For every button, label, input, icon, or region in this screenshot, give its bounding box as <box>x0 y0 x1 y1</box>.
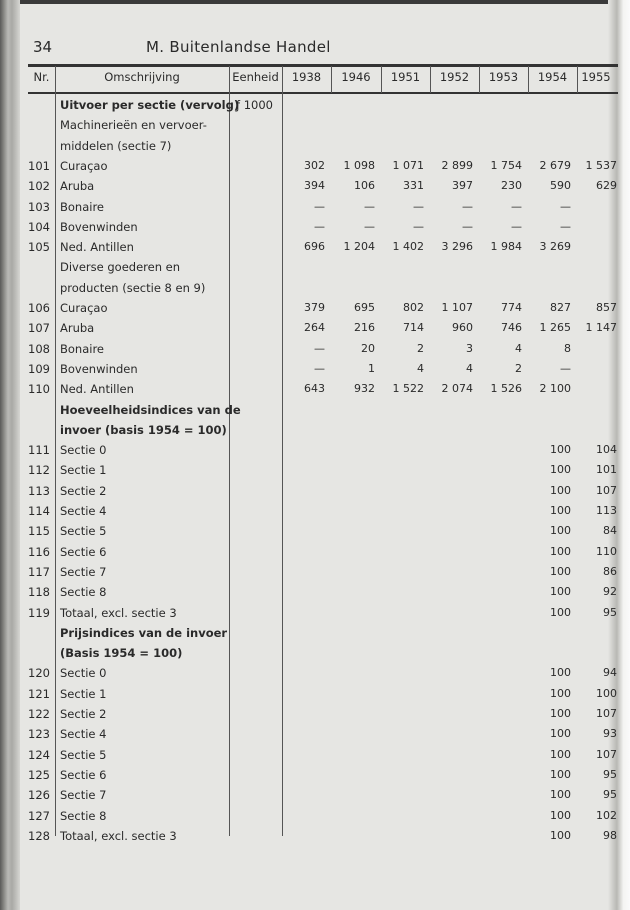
cell-value: 102 <box>596 808 617 822</box>
row-number: 115 <box>28 524 50 539</box>
row-number: 119 <box>28 605 50 620</box>
cell-value: 95 <box>603 788 617 802</box>
table-row <box>0 237 630 257</box>
cell-value: 695 <box>354 301 375 314</box>
table-row <box>0 542 630 562</box>
header-top-rule <box>28 64 618 67</box>
cell-value: 107 <box>596 483 617 497</box>
cell-value: 1 071 <box>392 158 424 172</box>
table-row <box>0 359 630 379</box>
cell-value: 4 <box>466 361 473 375</box>
cell-value: 100 <box>550 504 571 517</box>
cell-value: 113 <box>596 504 617 517</box>
cell-value: 100 <box>550 564 571 578</box>
cell-value: 827 <box>550 301 571 314</box>
row-description: Sectie 8 <box>60 808 107 823</box>
cell-value: — <box>314 199 325 213</box>
cell-value: 1 984 <box>490 240 522 254</box>
cell-value: 1 204 <box>343 240 375 254</box>
table-row <box>0 704 630 724</box>
row-description: producten (sectie 8 en 9) <box>60 280 206 295</box>
row-description: Machinerieën en vervoer- <box>60 118 207 133</box>
cell-value: 100 <box>550 767 571 781</box>
column-header: Omschrijving <box>104 70 180 84</box>
cell-value: 100 <box>550 483 571 497</box>
row-description: Sectie 1 <box>60 686 107 701</box>
row-description: Aruba <box>60 179 95 194</box>
cell-value: 1 265 <box>539 321 571 335</box>
cell-value: 4 <box>417 361 424 375</box>
cell-value: 857 <box>596 301 617 314</box>
cell-value: — <box>511 199 522 213</box>
cell-value: 100 <box>550 686 571 700</box>
cell-value: 110 <box>596 544 617 558</box>
cell-value: 746 <box>501 321 522 335</box>
cell-value: — <box>462 219 473 233</box>
row-number: 117 <box>28 564 50 579</box>
row-number: 126 <box>28 788 50 803</box>
table-row <box>0 217 630 237</box>
row-number: 103 <box>28 199 50 214</box>
cell-value: 101 <box>596 463 617 477</box>
row-description: Sectie 4 <box>60 727 107 742</box>
row-number: 120 <box>28 666 50 681</box>
section-heading-row <box>0 623 630 643</box>
cell-value: 100 <box>550 808 571 822</box>
cell-value: 100 <box>550 605 571 619</box>
row-number: 106 <box>28 301 50 315</box>
table-row <box>0 521 630 541</box>
row-number: 112 <box>28 463 50 478</box>
cell-value: 331 <box>403 179 424 193</box>
section-heading-row <box>0 643 630 663</box>
cell-value: 2 899 <box>441 158 473 172</box>
cell-value: 264 <box>304 321 325 335</box>
cell-value: 100 <box>550 788 571 802</box>
section-heading-row <box>0 400 630 420</box>
cell-value: 104 <box>596 443 617 457</box>
cell-value: 100 <box>550 727 571 741</box>
row-description: Ned. Antillen <box>60 240 134 255</box>
cell-value: — <box>314 341 325 355</box>
cell-value: 92 <box>603 585 617 599</box>
row-number: 105 <box>28 240 50 255</box>
row-description: Sectie 4 <box>60 504 107 518</box>
cell-value: 932 <box>354 382 375 396</box>
cell-value: 2 679 <box>539 158 571 172</box>
row-description: Bovenwinden <box>60 361 138 376</box>
row-description: Totaal, excl. sectie 3 <box>60 828 177 843</box>
row-description: Curaçao <box>60 158 108 173</box>
row-description: Bonaire <box>60 341 105 356</box>
section-heading-row <box>0 278 630 298</box>
column-header: Eenheid <box>232 70 279 84</box>
table-row <box>0 440 630 460</box>
table-row <box>0 806 630 826</box>
cell-value: 802 <box>403 301 424 314</box>
cell-value: — <box>314 361 325 375</box>
row-description: (Basis 1954 = 100) <box>60 646 183 661</box>
cell-value: 629 <box>596 179 617 193</box>
table-row <box>0 481 630 501</box>
cell-value: — <box>314 219 325 233</box>
row-number: 123 <box>28 727 50 742</box>
row-number: 110 <box>28 382 50 397</box>
cell-value: 1 107 <box>441 301 473 314</box>
cell-value: 2 <box>515 361 522 375</box>
row-number: 121 <box>28 686 50 701</box>
row-description: Sectie 2 <box>60 707 107 721</box>
cell-value: 1 537 <box>585 158 617 172</box>
section-heading-row <box>0 115 630 135</box>
table-row <box>0 298 630 318</box>
row-number: 116 <box>28 544 50 559</box>
row-number: 104 <box>28 219 50 234</box>
column-header: 1946 <box>341 70 371 84</box>
table-row <box>0 684 630 704</box>
row-description: Sectie 5 <box>60 747 107 762</box>
cell-value: 1 098 <box>343 158 375 172</box>
cell-value: 93 <box>603 727 617 741</box>
cell-value: 643 <box>304 382 325 396</box>
row-number: 118 <box>28 585 50 600</box>
table-row <box>0 663 630 683</box>
cell-value: 100 <box>550 443 571 457</box>
table-row <box>0 765 630 785</box>
cell-value: 397 <box>452 179 473 193</box>
row-number: 108 <box>28 341 50 356</box>
row-description: Sectie 7 <box>60 564 107 579</box>
cell-value: 95 <box>603 605 617 619</box>
row-description: Sectie 6 <box>60 767 107 782</box>
row-description: middelen (sectie 7) <box>60 138 172 153</box>
row-number: 111 <box>28 443 50 458</box>
table-row <box>0 785 630 805</box>
cell-value: 100 <box>550 747 571 761</box>
cell-value: 1 147 <box>585 321 617 335</box>
cell-value: 100 <box>550 585 571 599</box>
table-row <box>0 197 630 217</box>
row-description: Prijsindices van de invoer <box>60 625 228 640</box>
row-description: Bonaire <box>60 199 105 214</box>
cell-value: 107 <box>596 707 617 720</box>
cell-value: 3 296 <box>441 240 473 254</box>
cell-value: 4 <box>515 341 522 355</box>
cell-value: 302 <box>304 158 325 172</box>
row-description: Sectie 1 <box>60 463 107 478</box>
row-description: Sectie 0 <box>60 443 107 458</box>
cell-value: 100 <box>550 463 571 477</box>
table-row <box>0 379 630 399</box>
page-number: 34 <box>33 38 53 56</box>
cell-value: — <box>560 361 571 375</box>
row-description: Diverse goederen en <box>60 260 181 275</box>
cell-value: — <box>462 199 473 213</box>
column-header: 1955 <box>581 70 611 84</box>
cell-value: — <box>511 219 522 233</box>
cell-value: 1 <box>368 361 375 375</box>
row-description: Ned. Antillen <box>60 382 134 397</box>
cell-value: — <box>560 219 571 233</box>
column-header: 1938 <box>291 70 322 84</box>
row-number: 114 <box>28 504 50 518</box>
cell-value: 230 <box>501 179 522 193</box>
row-number: 102 <box>28 179 50 194</box>
cell-value: 1 754 <box>490 158 522 172</box>
cell-value: 1 402 <box>392 240 424 254</box>
row-number: 124 <box>28 747 50 762</box>
cell-value: 2 <box>417 341 424 355</box>
row-description: Sectie 6 <box>60 544 107 559</box>
row-description: Curaçao <box>60 301 108 315</box>
row-number: 125 <box>28 767 50 782</box>
cell-value: 1 522 <box>392 382 424 396</box>
cell-value: 86 <box>603 564 617 578</box>
column-header: 1953 <box>488 70 519 84</box>
cell-value: 960 <box>452 321 473 335</box>
table-row <box>0 724 630 744</box>
section-heading-row <box>0 95 630 115</box>
cell-value: — <box>413 199 424 213</box>
cell-value: 8 <box>564 341 571 355</box>
cell-value: 216 <box>354 321 375 335</box>
cell-value: 3 269 <box>539 240 571 254</box>
cell-value: 95 <box>603 767 617 781</box>
cell-value: 98 <box>603 828 617 842</box>
cell-value: 2 100 <box>539 382 571 396</box>
section-heading-row <box>0 257 630 277</box>
cell-value: 696 <box>304 240 325 254</box>
cell-value: 107 <box>596 747 617 761</box>
cell-value: 100 <box>550 707 571 720</box>
row-description: Sectie 8 <box>60 585 107 600</box>
cell-value: 774 <box>501 301 522 314</box>
cell-value: 106 <box>354 179 375 193</box>
table-row <box>0 156 630 176</box>
column-header: 1952 <box>439 70 470 84</box>
cell-value: 3 <box>466 341 473 355</box>
row-description: Sectie 7 <box>60 788 107 803</box>
cell-value: 94 <box>603 666 617 680</box>
table-row <box>0 562 630 582</box>
cell-value: 1 526 <box>490 382 522 396</box>
cell-value: — <box>560 199 571 213</box>
row-description: Aruba <box>60 321 95 336</box>
table-row <box>0 501 630 521</box>
row-number: 109 <box>28 361 50 376</box>
table-row <box>0 603 630 623</box>
table-row <box>0 460 630 480</box>
row-number: 107 <box>28 321 50 336</box>
table-row <box>0 826 630 846</box>
scan-top-edge <box>0 0 630 4</box>
cell-value: 590 <box>550 179 571 193</box>
cell-value: 100 <box>596 686 617 700</box>
row-description: Hoeveelheidsindices van de <box>60 402 241 417</box>
row-number: 128 <box>28 828 50 843</box>
cell-value: 100 <box>550 666 571 680</box>
cell-value: 379 <box>304 301 325 314</box>
row-description: Bovenwinden <box>60 219 138 234</box>
row-number: 122 <box>28 707 50 721</box>
table-row <box>0 318 630 338</box>
row-number: 101 <box>28 158 50 173</box>
table-row <box>0 176 630 196</box>
section-heading-row <box>0 420 630 440</box>
row-description: Sectie 5 <box>60 524 107 539</box>
page-title: M. Buitenlandse Handel <box>146 38 331 56</box>
cell-value: 100 <box>550 828 571 842</box>
cell-value: 20 <box>361 341 375 355</box>
cell-value: 2 074 <box>441 382 473 396</box>
cell-value: 394 <box>304 179 325 193</box>
cell-value: — <box>364 199 375 213</box>
row-number: 113 <box>28 483 50 498</box>
table-row <box>0 582 630 602</box>
cell-value: 100 <box>550 524 571 538</box>
row-number: 127 <box>28 808 50 823</box>
column-header: Nr. <box>33 70 50 84</box>
cell-value: — <box>413 219 424 233</box>
cell-value: 714 <box>403 321 424 335</box>
column-header: 1954 <box>537 70 568 84</box>
row-description: Uitvoer per sectie (vervolg) <box>60 98 240 112</box>
header-bottom-rule <box>28 92 618 94</box>
cell-value: 100 <box>550 544 571 558</box>
row-description: invoer (basis 1954 = 100) <box>60 422 227 437</box>
table-row <box>0 339 630 359</box>
cell-value: — <box>364 219 375 233</box>
cell-value: 84 <box>603 524 617 538</box>
row-description: Sectie 2 <box>60 483 107 498</box>
section-heading-row <box>0 136 630 156</box>
table-row <box>0 745 630 765</box>
row-unit: ƒ 1000 <box>236 98 273 112</box>
column-header: 1951 <box>390 70 421 84</box>
row-description: Totaal, excl. sectie 3 <box>60 605 177 620</box>
row-description: Sectie 0 <box>60 666 107 681</box>
